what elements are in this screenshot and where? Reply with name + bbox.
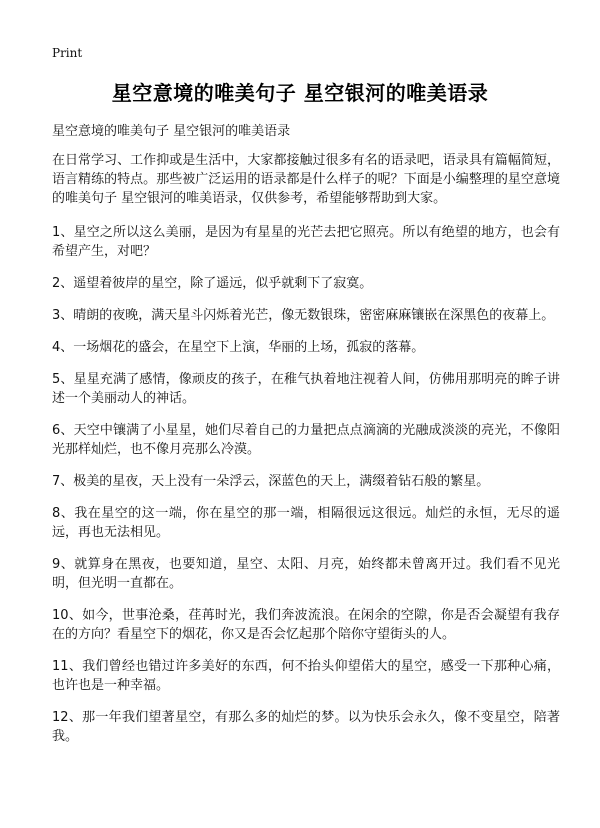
intro-paragraph: 在日常学习、工作抑或是生活中，大家都接触过很多有名的语录吧，语录具有篇幅简短，语言精练的特点。那些被广泛运用的语录都是什么样子的呢？下面是小编整理的星空意境的唯美句子 星空银河的唯美语录，仅供参考，希望能够帮助到大家。 — [52, 153, 560, 206]
quote-item-5: 5、星星充满了感情，像顽皮的孩子，在稚气执着地注视着人间，仿佛用那明亮的眸子讲述一个美丽动人的神话。 — [52, 372, 560, 406]
quote-item-1: 1、星空之所以这么美丽，是因为有星星的光芒去把它照亮。所以有绝望的地方，也会有希望产生，对吧？ — [52, 225, 560, 259]
quote-item-6: 6、天空中镶满了小星星，她们尽着自己的力量把点点滴滴的光融成淡淡的亮光，不像阳光那样灿烂，也不像月亮那么冷漠。 — [52, 423, 560, 457]
quote-item-11: 11、我们曾经也错过许多美好的东西，何不抬头仰望偌大的星空，感受一下那种心痛，也许也是一种幸福。 — [52, 659, 560, 693]
quote-item-8: 8、我在星空的这一端，你在星空的那一端，相隔很远这很远。灿烂的永恒，无尽的遥远，再也无法相见。 — [52, 506, 560, 540]
quote-item-2: 2、遥望着彼岸的星空，除了遥远，似乎就剩下了寂寞。 — [52, 276, 373, 291]
article-body — [52, 151, 560, 759]
quote-item-3: 3、晴朗的夜晚，满天星斗闪烁着光芒，像无数银珠，密密麻麻镶嵌在深黑色的夜幕上。 — [52, 308, 555, 323]
page-subtitle: 星空意境的唯美句子 星空银河的唯美语录 — [52, 124, 291, 139]
quote-item-12: 12、那一年我们望著星空，有那么多的灿烂的梦。以为快乐会永久，像不变星空，陪著我。 — [52, 710, 560, 744]
page-title: 星空意境的唯美句子 星空银河的唯美语录 — [111, 81, 489, 105]
quote-item-9: 9、就算身在黑夜，也要知道，星空、太阳、月亮，始终都未曾离开过。我们看不见光明，但光明一直都在。 — [52, 557, 560, 591]
print-link[interactable]: Print — [52, 46, 83, 60]
quote-item-7: 7、极美的星夜，天上没有一朵浮云，深蓝色的天上，满缀着钻石般的繁星。 — [52, 474, 490, 489]
quote-item-4: 4、一场烟花的盛会，在星空下上演，华丽的上场，孤寂的落幕。 — [52, 340, 425, 355]
quote-item-10: 10、如今，世事沧桑，荏苒时光，我们奔波流浪。在闲余的空隙，你是否会凝望有我存在的方向？看星空下的烟花，你又是否会忆起那个陪你守望街头的人。 — [52, 608, 560, 642]
